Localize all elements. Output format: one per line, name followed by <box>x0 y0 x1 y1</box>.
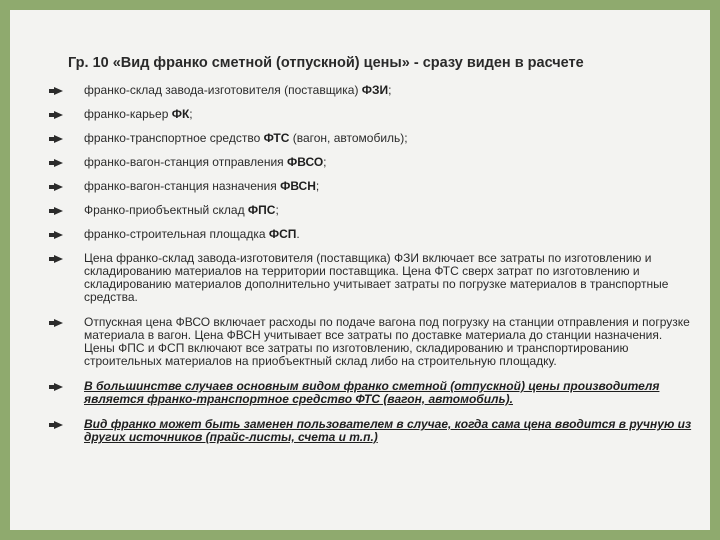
emphasis-item <box>54 380 694 406</box>
list-item <box>54 132 694 145</box>
item-suffix: ; <box>275 203 279 217</box>
slide-title: Гр. 10 «Вид франко сметной (отпускной) цены» - сразу виден в расчете <box>68 55 584 71</box>
list-item <box>54 204 694 217</box>
item-text: Франко-приобъектный склад <box>84 203 248 217</box>
item-abbr: ФК <box>171 107 190 121</box>
emphasis-text: Вид франко может быть заменен пользователем в случае, когда сама цена вводится в ручную из других источников (прайс-листы, счета и т.п.) <box>84 417 692 444</box>
arrow-bullet-icon <box>54 319 63 327</box>
item-text: франко-карьер <box>84 107 172 121</box>
slide <box>10 10 710 530</box>
arrow-bullet-icon <box>54 159 63 167</box>
item-text: франко-строительная площадка <box>84 227 269 241</box>
list-item <box>54 228 694 241</box>
item-text: франко-склад завода-изготовителя (поставщика) <box>84 83 362 97</box>
item-abbr: ФЗИ <box>361 83 389 97</box>
item-suffix: . <box>296 227 300 241</box>
item-suffix: ; <box>388 83 392 97</box>
emphasis-item <box>54 418 694 444</box>
paragraph-text: Цена франко-склад завода-изготовителя (поставщика) ФЗИ включает все затраты по изготовлению и складированию материалов на территории поставщика. Цена ФТС сверх затрат по изготовлению и складированию материалов дополнительно учитывает затраты по погрузке материалов в транспортные средства. <box>84 251 669 304</box>
item-abbr: ФТС <box>263 131 290 145</box>
list-item <box>54 84 694 97</box>
item-suffix: ; <box>189 107 193 121</box>
list-item <box>54 156 694 169</box>
arrow-bullet-icon <box>54 111 63 119</box>
paragraph-text: Отпускная цена ФВСО включает расходы по подаче вагона под погрузку на станции отправления и погрузке материала в вагон. Цена ФВСН учитывает все затраты по доставке материала до станции назначения. Цены ФПС и ФСП включают все затраты по изготовлению, складированию и транспортированию строительных материалов на приобъектный склад либо на строительную площадку. <box>84 315 690 368</box>
list-item <box>54 180 694 193</box>
arrow-bullet-icon <box>54 383 63 391</box>
arrow-bullet-icon <box>54 421 63 429</box>
item-abbr: ФПС <box>247 203 276 217</box>
item-text: франко-вагон-станция назначения <box>84 179 281 193</box>
bullet-list <box>54 84 694 454</box>
arrow-bullet-icon <box>54 207 63 215</box>
arrow-bullet-icon <box>54 87 63 95</box>
item-text: франко-транспортное средство <box>84 131 264 145</box>
arrow-bullet-icon <box>54 135 63 143</box>
arrow-bullet-icon <box>54 183 63 191</box>
list-item <box>54 108 694 121</box>
paragraph-item <box>54 316 694 368</box>
item-abbr: ФВСО <box>287 155 324 169</box>
emphasis-text: В большинстве случаев основным видом франко сметной (отпускной) цены производителя является франко-транспортное средство ФТС (вагон, автомобиль). <box>84 379 660 406</box>
item-suffix: (вагон, автомобиль); <box>289 131 408 145</box>
item-abbr: ФВСН <box>280 179 316 193</box>
item-suffix: ; <box>315 179 320 193</box>
arrow-bullet-icon <box>54 231 63 239</box>
item-abbr: ФСП <box>268 227 297 241</box>
paragraph-item <box>54 252 694 304</box>
item-text: франко-вагон-станция отправления <box>84 155 287 169</box>
item-suffix: ; <box>323 155 327 169</box>
arrow-bullet-icon <box>54 255 63 263</box>
